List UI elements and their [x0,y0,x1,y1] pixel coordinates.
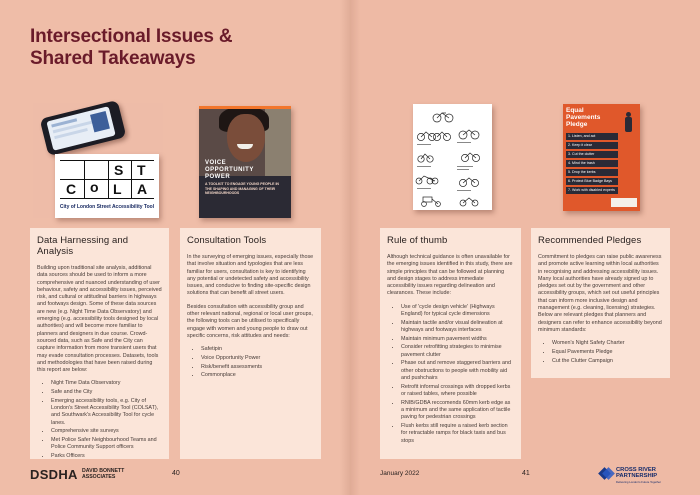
colsat-letter: o [90,179,99,195]
voice-description: A TOOLKIT TO ENGAGE YOUNG PEOPLE IN THE SHAPING AND MANAGING OF THEIR NEIGHBOURHOODS [205,182,279,196]
accent-band [199,106,291,109]
person-figure-icon [623,112,634,134]
list-item: • Phase out and remove staggered barriers and other obstructions to people with mobility aid and pushchairs [401,360,514,382]
rule-of-thumb-section [380,228,521,459]
section-heading: Rule of thumb [387,235,448,246]
list-item: • Maintain tactile and/or visual delineation at highways and footways interfaces [401,320,514,335]
publication-date: January 2022 [380,470,420,477]
list-item: • Comprehensive site surveys [51,428,162,435]
voice-title: VOICE OPPORTUNITY POWER [205,160,254,180]
list-item: • Parks Officers [51,453,162,460]
pledge-item: 5. Drop the kerbs [566,169,618,176]
equal-pavements-pledge-poster [563,104,640,211]
partner-logos [611,198,637,207]
list-item: • Risk/benefit assessments [201,364,314,371]
phone-illustration [40,100,127,156]
list-item: • Night Time Data Observatory [51,380,162,387]
page-number-left: 40 [172,470,180,477]
david-bonnett-logo: DAVID BONNETT ASSOCIATES [82,468,125,480]
section-heading: Data Harnessing and Analysis [37,235,129,257]
section-heading: Consultation Tools [187,235,267,246]
pledge-title: Equal Pavements Pledge [566,107,601,129]
voice-opportunity-power-cover [199,106,291,218]
section-body: Besides consultation with accessibility group and other relevant national, regional or local user groups, the following tools can be utilised to specifically engage with women and young people to draw out specific concerns, risk attitudes and needs: [187,303,313,339]
pledge-item: 6. Protect Blue Badge Bays [566,178,618,185]
list-item: • Safe and the City [51,389,162,396]
dsdha-logo: DSDHA [30,467,78,482]
list-item: • Consider retrofitting strategies to minimise pavement clutter [401,344,514,359]
title-line-2: Shared Takeaways [30,48,196,69]
colsat-letter: T [137,162,146,178]
list-item: • Women's Night Safety Charter [552,340,663,347]
list-item: • Retrofit informal crossings with dropped kerbs or raised tables, where possible [401,384,514,399]
colsat-letter: S [114,162,124,178]
section-body: In the surveying of emerging issues, especially those that involve situation and typologies that are less familiar for users, consultation is key to identifying any potential or undetected safety and accessibility issues, and conducive to finding site-specific design solutions that can benefit all street users. [187,254,314,297]
list-item: • RNIB/GDBA reccomends 60mm kerb edge as a minimum and the same application of tactile paving for pedestrian crossings [401,400,514,422]
cycle-design-vehicles-image [413,104,492,210]
crp-tagline: Delivering London's Future Together [616,480,661,484]
list-item: • Safetipin [201,346,314,353]
list-item: • Use of 'cycle design vehicle' (Highways England) for typical cycle dimensions [401,304,514,319]
recommended-pledges-section [531,228,670,378]
pledge-item: 3. Cut the clutter [566,151,618,158]
consultation-tools-list [187,346,314,379]
data-harnessing-section [30,228,169,459]
list-item: • Flush kerbs still require a raised kerb section for retractable ramps for black taxis and bus stops [401,423,514,445]
list-item: • Maintain minimum pavement widths [401,336,514,343]
colsat-letter: A [137,181,148,197]
cross-river-partnership-logo: CROSS RIVER PARTNERSHIP Delivering London's Future Together [600,466,680,486]
list-item: • Commonplace [201,372,314,379]
list-item: • Cut the Clutter Campaign [552,358,663,365]
bicycle-drawings [413,104,492,210]
section-heading: Recommended Pledges [538,235,642,246]
colsat-logo-card [55,154,159,218]
title-line-1: Intersectional Issues & [30,26,233,47]
section-body: Commitment to pledges can raise public awareness and promote active learning within local authorities in recognising and addressing accessibility issues. Many local authorities have already signed up to pledges set out by the government and other accessibility groups, which set out useful principles that can inform more inclusive design and management (e.g. cleaning, licensing) strategies. Below are relevant pledges that planners and designers can refer to enhance accessibility beyond minimum standards: [538,254,662,333]
colsat-letter: C [66,181,77,197]
principles-list [387,304,514,445]
consultation-tools-section [180,228,321,459]
colsat-image [33,103,163,218]
list-item: • Equal Pavements Pledge [552,349,663,356]
pledge-item: 2. Keep it clear [566,142,618,149]
colsat-caption: City of London Street Accessibility Tool [59,204,155,210]
list-item: • Met Police Safer Neighbourhood Teams and Police Community Support officers [51,437,162,452]
section-body: Building upon traditional site analysis, additional data sources should be used to inform a more comprehensive and nuanced understanding of user behaviour, safety and accessibility issues, perceived risk, and cultural or attitudinal barriers in highways and footways design. Some of these data sources are new (e.g. Night Time Data Observatory) and emerging (e.g. accessibility tools designed by local authorities) and will become more familiar to planners and designers in due course. Crowd-sourced data, such as Safe and the City can capture information from more transient users that may evade consultation processes. Datasets, tools and methodologies that have been raised during this report are below: [37,265,162,374]
colsat-letter: L [113,181,122,197]
list-item: • Emerging accessibility tools, e.g. City of London's Street Accessibility Tool (COLSAT), and Southwark's Accessibility Tool for cycle lanes. [51,398,162,427]
page-gutter [340,0,360,495]
pledge-item: 1. Listen, and act [566,133,618,140]
pledges-list [538,340,663,365]
section-body: Although technical guidance is often unavailable for the emerging issues identified in this study, there are simple principles that can be followed at planning and design stages to address immediate accessibility issues regarding delineation and clearances. These include: [387,254,513,297]
page-number-right: 41 [522,470,530,477]
pledge-item: 7. Work with disabled experts [566,187,618,194]
list-item: • Voice Opportunity Power [201,355,314,362]
colsat-letter-grid [60,160,154,198]
page-title [30,26,232,70]
data-sources-list [37,380,162,460]
pledge-item: 4. Mind the trash [566,160,618,167]
